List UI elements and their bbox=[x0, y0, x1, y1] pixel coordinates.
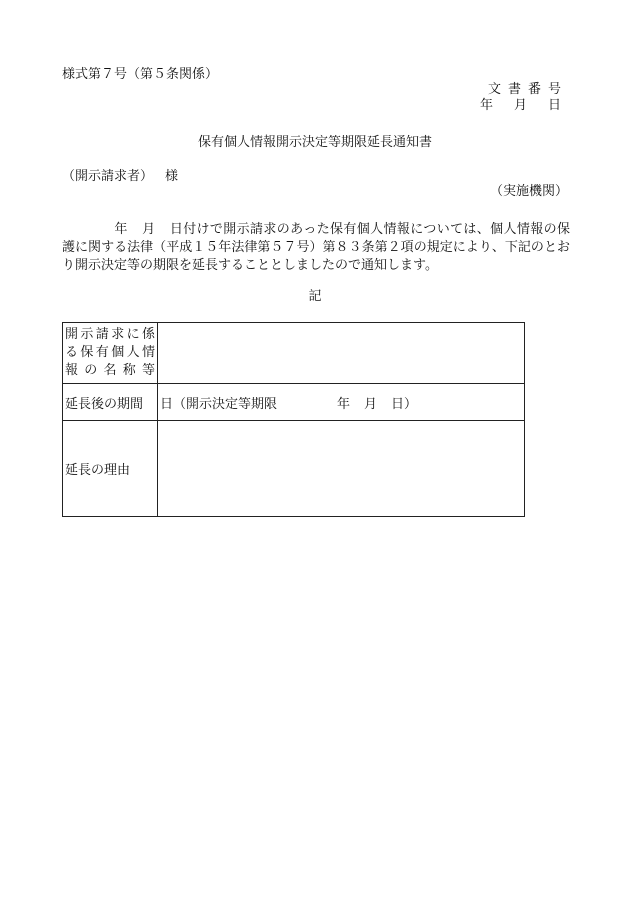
extended-period-value bbox=[158, 384, 525, 421]
table-row-extension-reason bbox=[63, 421, 525, 517]
info-name-label bbox=[63, 323, 158, 384]
date-year-label: 年 bbox=[479, 98, 500, 113]
form-number: 様式第７号（第５条関係） bbox=[62, 67, 219, 82]
info-name-label-line2: 報の名称等 bbox=[65, 363, 155, 378]
period-year-label: 年 bbox=[337, 396, 351, 412]
recipient-label: （開示請求者） bbox=[62, 169, 154, 184]
document-title: 保有個人情報開示決定等期限延長通知書 bbox=[197, 135, 432, 150]
document-number-label: 文書番号 bbox=[487, 82, 568, 97]
info-name-value bbox=[158, 323, 525, 384]
period-month-label: 月 bbox=[364, 396, 378, 412]
extension-reason-value bbox=[158, 421, 525, 517]
date-month-label: 月 bbox=[513, 98, 534, 113]
document-date bbox=[480, 99, 568, 112]
info-name-label-line1: 開示請求に係る保有個人情 bbox=[65, 327, 155, 360]
period-day-label: 日） bbox=[391, 396, 418, 412]
body-year-label: 年 bbox=[114, 222, 128, 237]
extended-period-label: 延長後の期間 bbox=[63, 384, 158, 421]
period-prefix: 日（開示決定等期限 bbox=[160, 396, 278, 412]
body-month-label: 月 bbox=[141, 222, 156, 237]
body-paragraph bbox=[62, 221, 570, 275]
body-text: 日付けで開示請求のあった保有個人情報については、個人情報の保護に関する法律（平成１５年法律第５７号）第８３条第２項の規定により、下記のとおり開示決定等の期限を延長することとしましたので通知します。 bbox=[62, 222, 570, 273]
recipient-honorific: 様 bbox=[165, 169, 179, 184]
issuer-label: （実施機関） bbox=[489, 184, 568, 199]
detail-table bbox=[62, 322, 525, 517]
table-row-info-name bbox=[63, 323, 525, 384]
date-day-label: 日 bbox=[547, 98, 568, 113]
extension-reason-label: 延長の理由 bbox=[63, 421, 158, 517]
recipient bbox=[62, 170, 178, 183]
ki-heading: 記 bbox=[308, 289, 322, 304]
table-row-extended-period bbox=[63, 384, 525, 421]
